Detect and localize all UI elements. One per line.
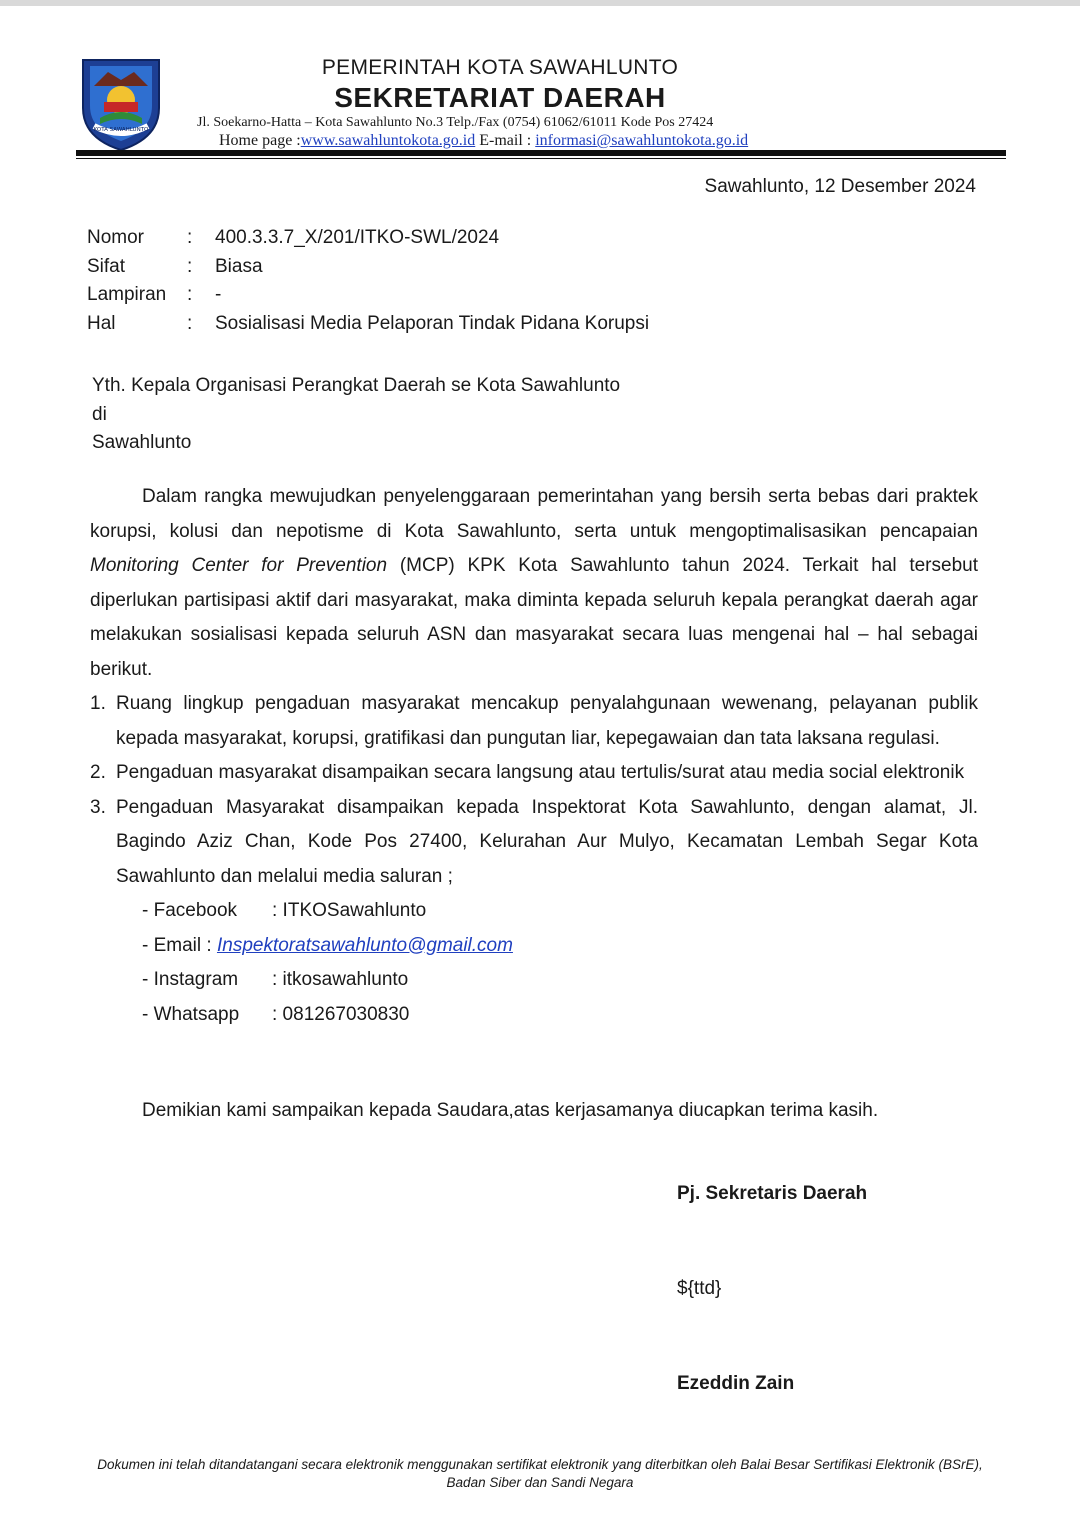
letter-meta [87,224,649,338]
meta-label: Hal [87,312,116,334]
channel-list [90,894,978,1032]
homepage-link[interactable]: www.sawahluntokota.go.id [300,132,476,149]
channel-whatsapp [142,998,978,1033]
footer-line: Dokumen ini telah ditandatangani secara elektronik menggunakan sertifikat elektronik yang diterbitkan oleh Balai Besar Sertifikasi Elektronik (BSrE), [97,1457,983,1472]
meta-colon: : [187,284,193,306]
meta-colon: : [187,227,193,249]
recipient-line: Yth. Kepala Organisasi Perangkat Daerah se Kota Sawahlunto [92,375,621,396]
e-signature-footer [40,1456,1040,1492]
letterhead-email-link[interactable]: informasi@sawahluntokota.go.id [535,132,749,149]
channel-value: : itkosawahlunto [272,969,409,990]
meta-value: - [215,284,222,306]
list-text: Pengaduan masyarakat disampaikan secara langsung atau tertulis/surat atau media social elektronik [116,762,965,783]
letterhead-office: SEKRETARIAT DAERAH [334,82,666,113]
letterhead-address: Jl. Soekarno-Hatta – Kota Sawahlunto No.3 Telp./Fax (0754) 61062/61011 Kode Pos 27424 [197,115,714,130]
footer-line: Badan Siber dan Sandi Negara [446,1475,634,1490]
inspektorat-email-link[interactable]: Inspektoratsawahlunto@gmail.com [216,934,513,956]
para-text: Dalam rangka mewujudkan penyelenggaraan pemerintahan yang bersih serta bebas dari praktek korupsi, kolusi dan nepotisme di Kota Sawahlunto, serta untuk mengoptimalisasikan pencapaian [90,486,978,542]
letterhead-rule [76,150,1006,156]
meta-value: 400.3.3.7_X/201/ITKO-SWL/2024 [215,227,500,249]
meta-row-hal [87,310,649,339]
recipient-city: Sawahlunto [92,432,192,453]
meta-row-sifat [87,253,649,282]
meta-label: Lampiran [87,284,167,306]
homepage-label: Home page : [219,132,301,149]
point-list [90,687,978,894]
meta-colon: : [187,312,193,334]
recipient-block [92,372,620,458]
channel-label: - Instagram [142,969,239,990]
channel-sep: : [201,934,217,956]
list-number: 1. [90,693,106,714]
channel-value: : 081267030830 [272,1003,410,1025]
meta-label: Nomor [87,227,145,249]
letter-body [90,480,978,1032]
list-number: 2. [90,762,106,783]
signer-name: Ezeddin Zain [677,1373,795,1394]
top-edge [0,0,1080,6]
list-item [90,687,978,756]
meta-label: Sifat [87,255,126,277]
list-text: Pengaduan Masyarakat disampaikan kepada Inspektorat Kota Sawahlunto, dengan alamat, Jl. Bagindo Aziz Chan, Kode Pos 27400, Kelurahan Aur Mulyo, Kecamatan Lembah Segar Kota Sawahlunto dan melalui media saluran ; [116,796,978,887]
closing-sentence: Demikian kami sampaikan kepada Saudara,atas kerjasamanya diucapkan terima kasih. [142,1100,879,1121]
logo-text: KOTA SAWAHLUNTO [93,127,149,133]
channel-label: - Email [142,934,202,956]
meta-colon: : [187,255,193,277]
para-italic: Monitoring Center for Prevention [90,555,388,576]
para-text: (MCP) KPK Kota Sawahlunto tahun 2024. Terkait hal tersebut diperlukan partisipasi aktif dari masyarakat, maka diminta kepada seluruh kepala perangkat daerah agar melakukan sosialisasi kepada seluruh ASN dan masyarakat secara luas mengenai hal – hal sebagai berikut. [90,555,978,680]
recipient-di: di [92,403,107,425]
list-text: Ruang lingkup pengaduan masyarakat mencakup penyalahgunaan wewenang, pelayanan publik kepada masyarakat, korupsi, gratifikasi dan pungutan liar, kepegawaian dan tata laksana regulasi. [116,693,978,749]
meta-value: Sosialisasi Media Pelaporan Tindak Pidana Korupsi [215,312,650,334]
meta-row-nomor [87,224,649,253]
letterhead-rule-thin [76,158,1006,159]
channel-label: - Whatsapp [142,1003,240,1025]
letterhead-contact [219,132,748,150]
channel-value: : ITKOSawahlunto [272,900,427,921]
signature-placeholder: ${ttd} [677,1278,722,1299]
list-item [90,791,978,895]
letterhead-government: PEMERINTAH KOTA SAWAHLUNTO [321,56,679,79]
city-emblem-logo [80,56,162,152]
channel-instagram [142,963,978,998]
meta-value: Biasa [215,255,263,277]
channel-facebook [142,894,978,929]
channel-email [142,929,978,964]
letter-date: Sawahlunto, 12 Desember 2024 [704,176,976,197]
channel-label: - Facebook [142,900,238,921]
list-number: 3. [90,796,106,818]
list-item [90,756,978,791]
email-label: E-mail : [475,132,536,149]
signer-title: Pj. Sekretaris Daerah [677,1183,868,1204]
meta-row-lampiran [87,281,649,310]
opening-paragraph [90,480,978,687]
